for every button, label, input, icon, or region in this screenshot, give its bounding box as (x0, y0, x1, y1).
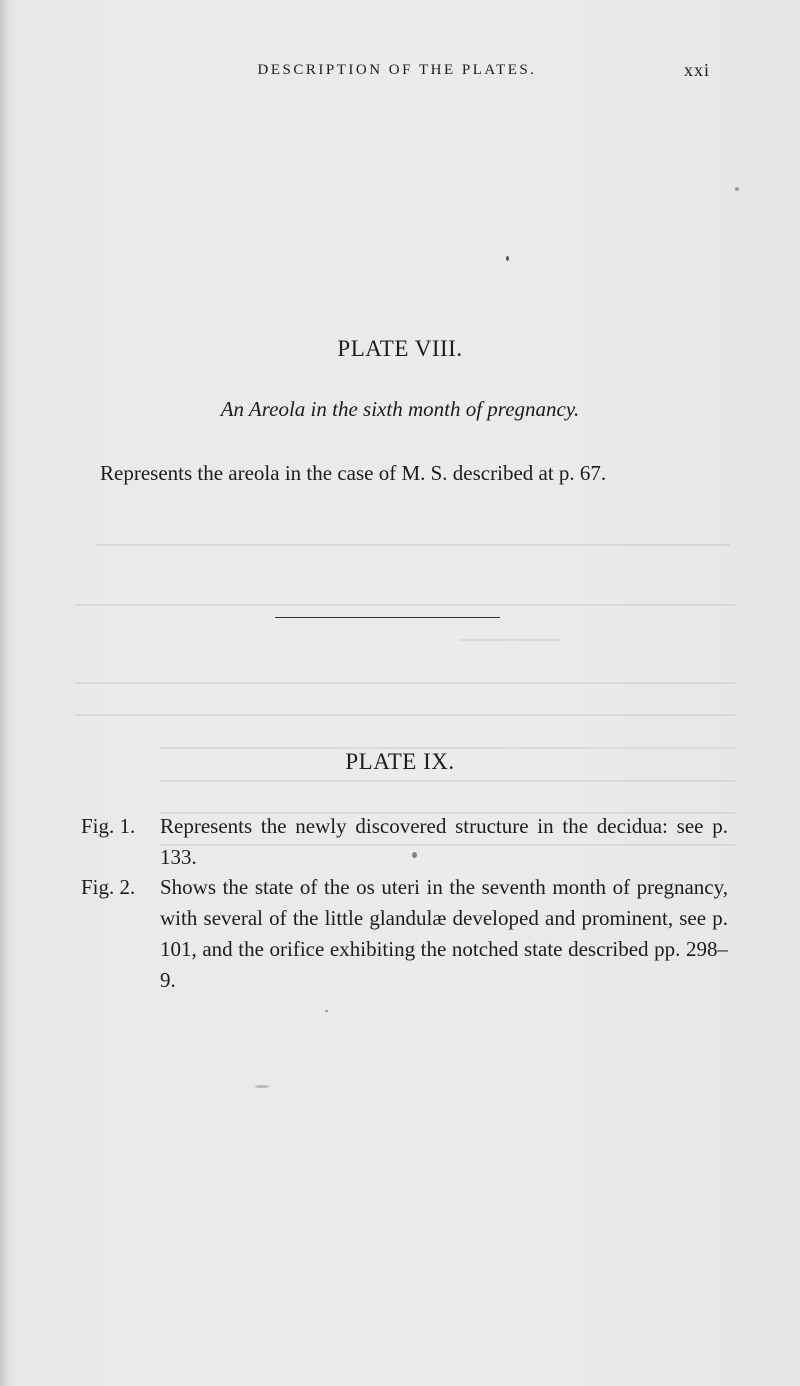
page-speck (735, 187, 739, 191)
figure-description: Shows the state of the os uteri in the seventh month of pregnancy, with several of the little glandulæ developed and prominent, see p. 101, and the orifice exhibiting the notched state described pp. 298–9. (160, 875, 728, 992)
figure-label: Fig. 1. (81, 814, 136, 838)
figure-label: Fig. 2. (81, 875, 136, 899)
page-speck (506, 256, 509, 261)
figure-entry-1 (81, 811, 728, 873)
plate-viii-subtitle: An Areola in the sixth month of pregnancy. (220, 397, 580, 421)
page-speck (325, 1010, 328, 1012)
plate-ix-heading: PLATE IX. (345, 749, 455, 774)
figure-description: Represents the newly discovered structure in the decidua: see p. 133. (160, 814, 728, 869)
section-divider-rule (275, 617, 500, 618)
binding-edge (0, 0, 10, 1386)
plate-viii-heading: PLATE VIII. (337, 336, 463, 361)
running-header-title: DESCRIPTION OF THE PLATES. (257, 62, 537, 78)
figure-entry-2 (81, 872, 728, 996)
plate-viii-description: Represents the areola in the case of M. S. described at p. 67. (100, 461, 607, 485)
page-speck (255, 1085, 269, 1088)
page-number: xxi (684, 60, 711, 80)
